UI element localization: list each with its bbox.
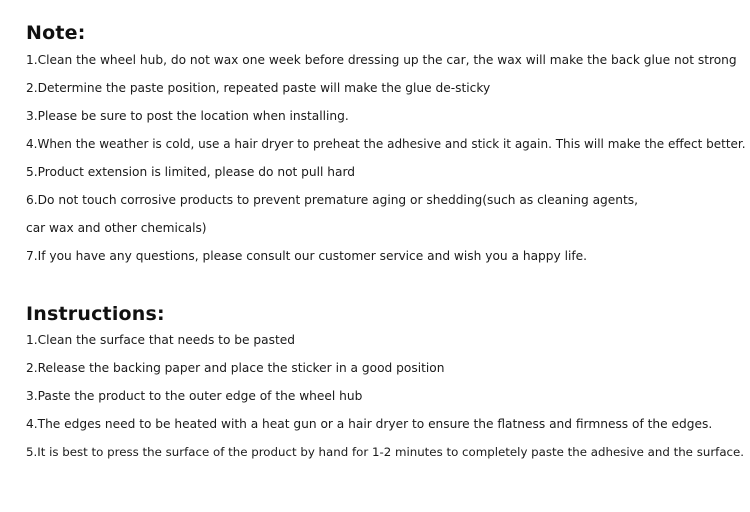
- note-heading: Note:: [26, 22, 86, 44]
- instruction-item: 5.It is best to press the surface of the product by hand for 1-2 minutes to completely paste the adhesive and the surface.: [26, 445, 745, 459]
- instructions-heading: Instructions:: [26, 303, 165, 325]
- note-item: 6.Do not touch corrosive products to prevent premature aging or shedding(such as cleaning agents,: [26, 193, 639, 207]
- instruction-item: 4.The edges need to be heated with a heat gun or a hair dryer to ensure the flatness and firmness of the edges.: [26, 417, 713, 431]
- note-item: 2.Determine the paste position, repeated paste will make the glue de-sticky: [26, 81, 491, 95]
- instruction-item: 2.Release the backing paper and place the sticker in a good position: [26, 361, 445, 375]
- instruction-item: 1.Clean the surface that needs to be pasted: [26, 333, 295, 347]
- note-item: 3.Please be sure to post the location when installing.: [26, 109, 349, 123]
- note-item: 7.If you have any questions, please consult our customer service and wish you a happy life.: [26, 249, 588, 263]
- note-item-continuation: car wax and other chemicals): [26, 221, 207, 235]
- note-item: 4.When the weather is cold, use a hair dryer to preheat the adhesive and stick it again. This will make the effect better.: [26, 137, 746, 151]
- note-item: 1.Clean the wheel hub, do not wax one week before dressing up the car, the wax will make the back glue not strong: [26, 53, 737, 67]
- note-item: 5.Product extension is limited, please do not pull hard: [26, 165, 356, 179]
- instruction-item: 3.Paste the product to the outer edge of the wheel hub: [26, 389, 363, 403]
